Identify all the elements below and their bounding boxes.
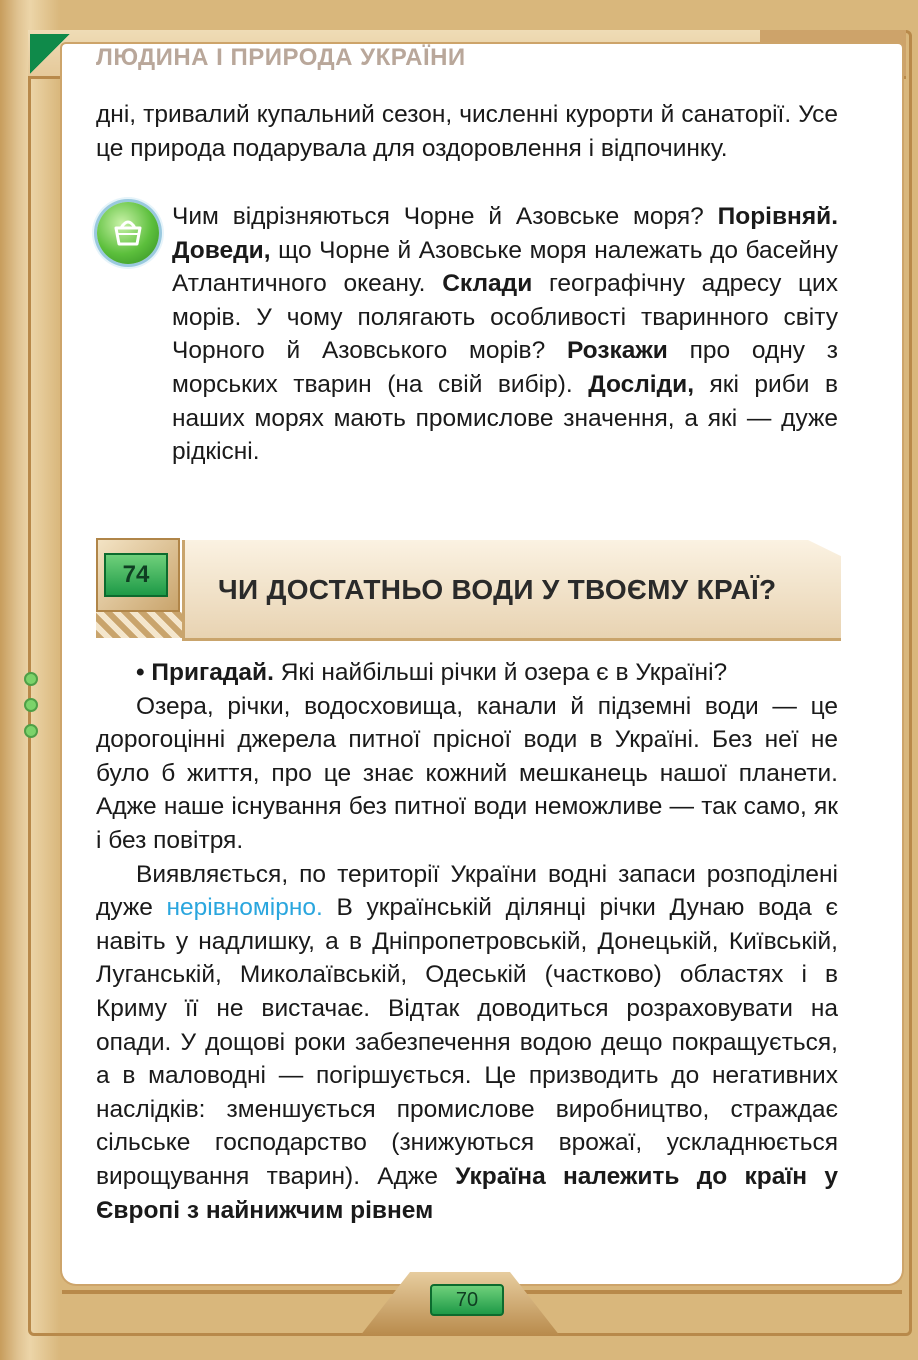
dot-icon [24,724,38,738]
section-title: ЧИ ДОСТАТНЬО ВОДИ У ТВОЄМУ КРАЇ? [218,574,777,605]
paragraph-2 [96,858,838,1228]
task-text: про одну з морських тварин (на свій вибір). [172,337,838,398]
recall-line [96,656,838,690]
glossary-term: нерівномірно. [166,894,323,922]
intro-text: дні, тривалий купальний сезон, численні курорти й санаторії. Усе це природа подарувала для оздоровлення і відпочинку. [96,101,838,162]
task-keyword-compose: Склади [442,270,533,298]
corner-triangle-icon [30,34,70,74]
recall-label: Пригадай. [151,659,274,686]
dot-icon [24,698,38,712]
body-text [96,656,838,1227]
section-number: 74 [104,553,168,597]
task-keyword-research: Досліди, [588,370,694,398]
task-block [172,200,838,469]
section-stripes [96,612,186,638]
task-text: які риби в наших морях мають промислове значення, а які — дуже рідкісні. [172,370,838,466]
running-title: ЛЮДИНА І ПРИРОДА УКРАЇНИ [96,44,466,71]
intro-paragraph [96,98,838,165]
basket-icon-glyph [110,214,146,250]
task-keyword-compare: Порівняй. Доведи, [172,203,838,264]
recall-text: Які найбільші річки й озера є в Україні? [273,659,728,686]
task-text: географічну адресу цих морів. У чому полягають особливості тваринного світу Чорного й Азовського морів? [172,270,838,365]
page-number: 70 [430,1284,504,1316]
paragraph-2-text: Виявляється, по території України водні запаси розподілені дуже [96,860,838,922]
bullet: • [136,659,145,686]
paragraph-2-text: В українській ділянці річки Дунаю вода є навіть у надлишку, а в Дніпропетровській, Донецькій, Київській, Луганській, Миколаївській, Одеській (частково) областях і в Криму її не вистачає. Відтак доводиться розраховувати на опади. У дощові роки забезпечення водою дещо покращується, а в маловодні — погіршується. Це призводить до негативних наслідків: зменшується промислове виробництво, страждає сільське господарство (знижуються врожаї, ускладнюється вирощування тварин). Адже [96,894,838,1190]
margin-dots [24,672,38,750]
paragraph-1: Озера, річки, водосховища, канали й підземні води — це дорогоцінні джерела питної прісної води в Україні. Без неї не було б життя, про це знає кожний мешканець нашої планети. Адже наше існування без питної води неможливе — так само, як і без повітря. [96,692,838,854]
task-keyword-tell: Розкажи [566,337,668,365]
task-text: Чим відрізняються Чорне й Азовське моря? [172,203,718,230]
dot-icon [24,672,38,686]
paragraph-2-bold: Україна належить до країн у Європі з найнижчим рівнем [96,1162,838,1224]
task-text: що Чорне й Азовське моря належать до басейну Атлантичного океану. [172,236,838,298]
basket-icon [97,202,159,264]
